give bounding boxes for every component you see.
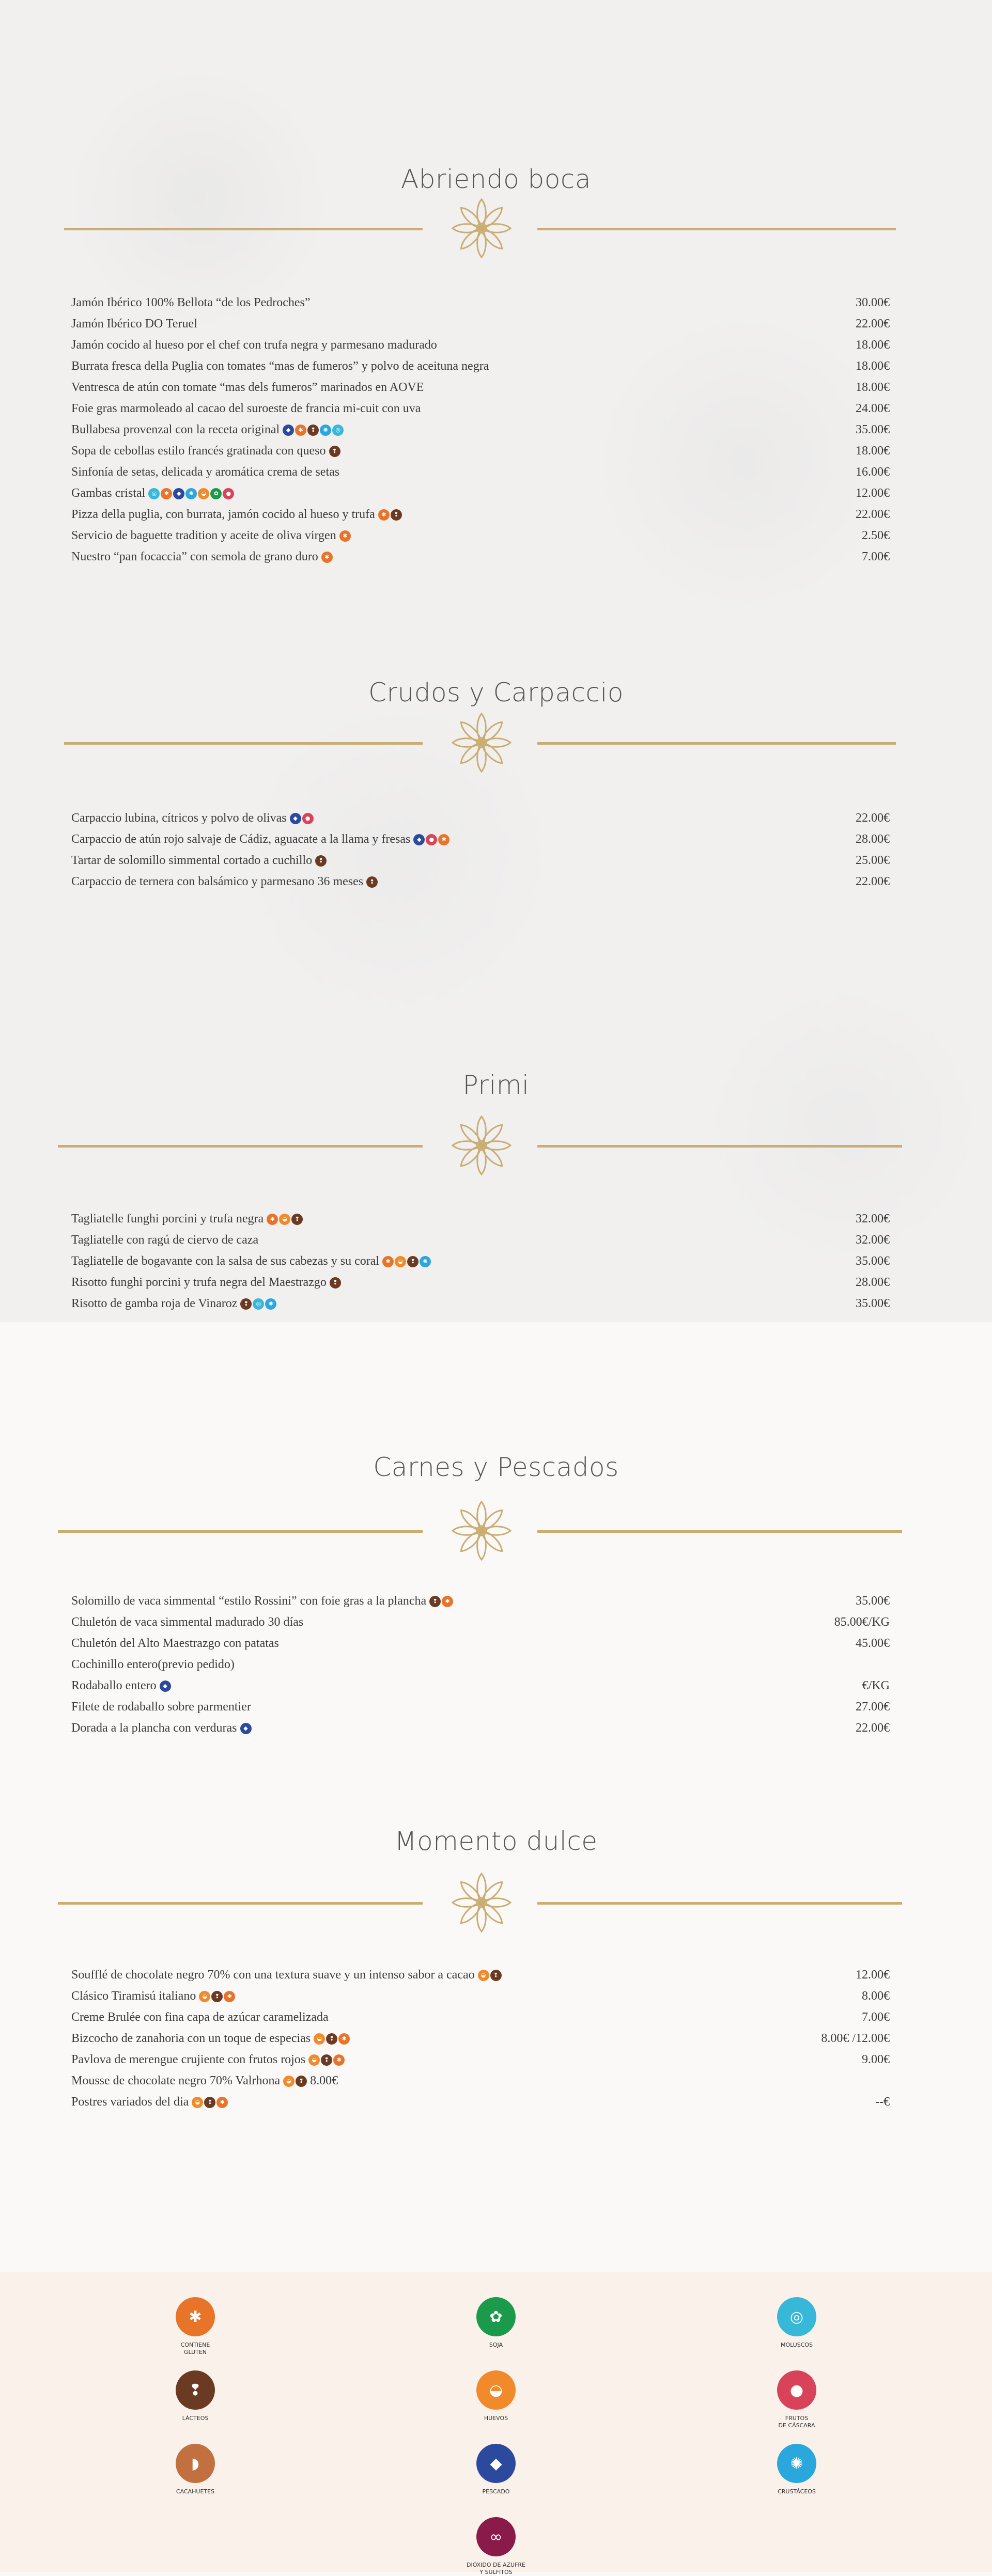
allergen-icons <box>377 509 402 521</box>
menu-item <box>71 483 890 504</box>
dish-name: Creme Brulée con fina capa de azúcar caramelizada <box>71 2010 329 2024</box>
ornamental-divider <box>0 1495 992 1567</box>
menu-item <box>71 2070 890 2092</box>
allergen-icons <box>239 1298 276 1310</box>
divider-line-right <box>537 228 896 230</box>
menu-item-name <box>71 1700 251 1714</box>
crab-icon: ✺ <box>420 1256 431 1267</box>
menu-item-price: 12.00€ <box>856 1968 890 1982</box>
milk-jug-icon: ❢ <box>211 1991 223 2002</box>
allergen-icons <box>329 1277 341 1289</box>
dish-name: Nuestro “pan focaccia” con semola de grano duro <box>71 550 318 563</box>
allergen-icons <box>289 813 314 824</box>
menu-item-price: 7.00€ <box>862 2010 890 2024</box>
milk-jug-icon: ❢ <box>240 1298 252 1310</box>
fish-icon: ◆ <box>413 834 425 845</box>
menu-item-price: 35.00€ <box>856 1297 890 1310</box>
menu-item-name <box>71 381 424 395</box>
legend-label: SOJA <box>489 2342 503 2348</box>
divider-line-left <box>58 1145 423 1148</box>
menu-item-price: 28.00€ <box>856 1276 890 1289</box>
menu-item-price: 22.00€ <box>856 317 890 331</box>
menu-item-name <box>71 811 314 825</box>
menu-item <box>71 1612 890 1633</box>
dish-name: Mousse de chocolate negro 70% Valrhona <box>71 2074 281 2087</box>
divider-line-right <box>537 1145 902 1148</box>
flower-emblem-icon <box>445 1495 518 1567</box>
allergen-icons <box>314 855 327 867</box>
dish-name: Jamón Ibérico DO Teruel <box>71 317 197 331</box>
egg-icon: ◒ <box>476 2370 516 2410</box>
menu-item-name <box>71 2095 228 2109</box>
legend-item-crustaceos <box>745 2444 848 2495</box>
wheat-icon: ✱ <box>161 488 172 499</box>
dish-name: Carpaccio lubina, cítricos y polvo de olivas <box>71 811 287 825</box>
menu-item <box>71 441 890 462</box>
menu-items <box>71 292 890 568</box>
menu-item-name <box>71 1658 235 1672</box>
ornamental-divider <box>0 192 992 264</box>
egg-icon: ◒ <box>192 2097 203 2108</box>
menu-item-price: 35.00€ <box>856 423 890 436</box>
wheat-icon: ✱ <box>224 1991 235 2002</box>
menu-item-price: 85.00€/KG <box>834 1615 890 1629</box>
dish-name: Bullabesa provenzal con la receta original <box>71 423 280 436</box>
flower-emblem-icon <box>445 1109 518 1182</box>
dish-name: Jamón Ibérico 100% Bellota “de los Pedroches” <box>71 296 311 309</box>
legend-label: CRUSTÁCEOS <box>778 2488 816 2495</box>
legend-item-gluten <box>144 2297 247 2356</box>
wheat-icon: ✱ <box>438 834 450 845</box>
menu-item-price: 30.00€ <box>856 296 890 309</box>
egg-icon: ◒ <box>283 2076 295 2087</box>
menu-item <box>71 1591 890 1612</box>
milk-jug-icon: ❢ <box>326 2033 337 2045</box>
dish-name: Clásico Tiramisú italiano <box>71 1989 196 2003</box>
dish-name: Servicio de baguette tradition y aceite de oliva virgen <box>71 529 336 542</box>
section-title: Primi <box>462 1070 530 1100</box>
legend-item-pescado <box>444 2444 548 2495</box>
menu-item <box>71 2007 890 2028</box>
allergen-icons <box>381 1256 431 1267</box>
menu-item <box>71 1718 890 1739</box>
dish-name: Tagliatelle funghi porcini y trufa negra <box>71 1212 264 1226</box>
allergen-icons <box>159 1680 171 1692</box>
menu-item <box>71 1675 890 1697</box>
wheat-icon: ✱ <box>321 552 333 563</box>
legend-item-cacahuetes <box>144 2444 247 2495</box>
flower-emblem-icon <box>445 192 518 264</box>
allergen-icons <box>282 425 344 436</box>
fish-icon: ◆ <box>283 425 294 436</box>
menu-item-price: 35.00€ <box>856 1594 890 1608</box>
section-title: Carnes y Pescados <box>373 1452 619 1482</box>
menu-item-name <box>71 338 437 352</box>
dish-name: Soufflé de chocolate negro 70% con una textura suave y un intenso sabor a cacao <box>71 1968 475 1982</box>
menu-item-price: --€ <box>875 2095 890 2109</box>
menu-item <box>71 335 890 356</box>
menu-items <box>71 1591 890 1739</box>
allergen-icons <box>477 1970 502 1981</box>
dish-name: Sopa de cebollas estilo francés gratinada con queso <box>71 444 326 458</box>
milk-jug-icon: ❢ <box>329 446 340 457</box>
nut-icon: ● <box>302 813 314 824</box>
allergen-icons <box>191 2097 228 2108</box>
divider-line-left <box>58 1902 423 1905</box>
menu-item <box>71 1965 890 1986</box>
ornamental-divider <box>0 706 992 779</box>
section-title: Momento dulce <box>394 1826 598 1856</box>
menu-item <box>71 2049 890 2070</box>
allergen-icons <box>338 530 351 542</box>
dish-name: Bizcocho de zanahoria con un toque de especias <box>71 2032 311 2045</box>
dish-name: Tagliatelle de bogavante con la salsa de sus cabezas y su coral <box>71 1254 380 1268</box>
menu-item-name <box>71 423 344 437</box>
fish-icon: ◆ <box>240 1723 252 1734</box>
dish-name: Filete de rodaballo sobre parmentier <box>71 1700 251 1714</box>
menu-item-price: 32.00€ <box>856 1212 890 1226</box>
crab-icon: ✺ <box>320 425 331 436</box>
legend-item-moluscos <box>745 2297 848 2349</box>
dish-name: Pavlova de merengue crujiente con frutos rojos <box>71 2053 306 2066</box>
milk-jug-icon: ❢ <box>429 1596 441 1607</box>
egg-icon: ◒ <box>308 2054 320 2066</box>
allergen-icons <box>198 1991 235 2002</box>
allergen-icons <box>313 2033 350 2045</box>
menu-item <box>71 377 890 398</box>
menu-item-name <box>71 550 333 564</box>
menu-item-price: 22.00€ <box>856 811 890 825</box>
menu-item-price: 22.00€ <box>856 1721 890 1735</box>
shell-icon: ◎ <box>148 488 160 499</box>
shell-icon: ◎ <box>253 1298 264 1310</box>
dish-name: Ventresca de atún con tomate “mas dels fumeros” marinados en AOVE <box>71 381 424 394</box>
dish-name: Risotto de gamba roja de Vinaroz <box>71 1297 238 1310</box>
legend-item-soja <box>444 2297 548 2349</box>
egg-icon: ◒ <box>198 488 209 499</box>
section-title: Abriendo boca <box>400 164 592 194</box>
egg-icon: ◒ <box>279 1214 290 1225</box>
divider-line-right <box>537 1530 902 1533</box>
menu-item-price: 9.00€ <box>862 2053 890 2066</box>
legend-label: MOLUSCOS <box>780 2342 813 2348</box>
nut-icon: ● <box>223 488 234 499</box>
milk-jug-icon: ❢ <box>330 1277 341 1289</box>
peanut-icon: ◗ <box>176 2444 215 2483</box>
milk-jug-icon: ❢ <box>296 2076 307 2087</box>
menu-item <box>71 546 890 568</box>
menu-item-name <box>71 486 234 500</box>
dish-name: Cochinillo entero(previo pedido) <box>71 1658 235 1671</box>
menu-item-price: 24.00€ <box>856 402 890 415</box>
menu-item <box>71 292 890 313</box>
milk-jug-icon: ❢ <box>407 1256 419 1267</box>
menu-item-name <box>71 1594 453 1608</box>
fish-icon: ◆ <box>160 1680 171 1692</box>
nut-icon: ● <box>777 2370 816 2410</box>
menu-item-price: 7.00€ <box>862 550 890 563</box>
ornamental-divider <box>0 1109 992 1182</box>
dish-name: Chuletón de vaca simmental madurado 30 días <box>71 1615 304 1629</box>
legend-item-lacteos <box>144 2370 247 2422</box>
menu-item-name <box>71 444 340 458</box>
menu-item <box>71 850 890 871</box>
crab-icon: ✺ <box>265 1298 276 1310</box>
menu-item-price: 22.00€ <box>856 508 890 521</box>
dish-name: Pizza della puglia, con burrata, jamón cocido al hueso y trufa <box>71 508 375 521</box>
legend-label: DIÓXIDO DE AZUFRE Y SULFITOS <box>466 2562 526 2575</box>
divider-line-left <box>64 742 423 745</box>
menu-item-name <box>71 1233 258 1247</box>
menu-item <box>71 871 890 892</box>
milk-jug-icon: ❢ <box>366 876 378 888</box>
legend-item-huevos <box>444 2370 548 2422</box>
menu-item-name <box>71 2032 350 2046</box>
menu-items <box>71 808 890 892</box>
allergen-icons <box>412 834 450 845</box>
menu-item-name <box>71 465 339 479</box>
legend-label: FRUTOS DE CÁSCARA <box>778 2415 815 2429</box>
menu-item-name <box>71 1968 502 1982</box>
menu-item <box>71 356 890 377</box>
menu-item <box>71 1272 890 1293</box>
menu-item-price: 12.00€ <box>856 486 890 500</box>
menu-item-name <box>71 1297 276 1311</box>
legend-item-frutos_cascara <box>745 2370 848 2429</box>
menu-item-price: 18.00€ <box>856 381 890 394</box>
menu-item <box>71 313 890 335</box>
menu-item <box>71 1654 890 1675</box>
dish-name: Sinfonía de setas, delicada y aromática crema de setas <box>71 465 340 479</box>
menu-item-name <box>71 1615 303 1629</box>
wheat-icon: ✱ <box>295 425 306 436</box>
milk-jug-icon: ❢ <box>307 425 319 436</box>
wheat-icon: ✱ <box>378 509 390 521</box>
nut-icon: ● <box>426 834 437 845</box>
menu-item-price: 2.50€ <box>862 529 890 542</box>
dish-name: Carpaccio de atún rojo salvaje de Cádiz, aguacate a la llama y fresas <box>71 833 411 846</box>
divider-line-left <box>58 1530 423 1533</box>
menu-item <box>71 1230 890 1251</box>
wheat-icon: ✱ <box>333 2054 345 2066</box>
divider-line-right <box>537 742 896 745</box>
menu-item <box>71 1251 890 1272</box>
milk-jug-icon: ❢ <box>291 1214 303 1225</box>
menu-item-name <box>71 1721 252 1735</box>
flower-emblem-icon <box>445 706 518 779</box>
fish-icon: ◆ <box>173 488 184 499</box>
menu-item-price: €/KG <box>862 1679 890 1692</box>
dish-name: Solomillo de vaca simmental “estilo Rossini” con foie gras a la plancha <box>71 1594 427 1608</box>
ornamental-divider <box>0 1866 992 1939</box>
menu-item-name <box>71 875 378 889</box>
menu-item-name <box>71 1212 303 1226</box>
menu-item <box>71 1986 890 2007</box>
menu-item <box>71 462 890 483</box>
menu-item <box>71 2092 890 2113</box>
legend-label: HUEVOS <box>484 2415 508 2422</box>
menu-item <box>71 419 890 441</box>
legend-label: LÁCTEOS <box>182 2415 209 2422</box>
shell-icon: ◎ <box>332 425 344 436</box>
wheat-icon: ✱ <box>442 1596 453 1607</box>
allergen-icons <box>328 446 340 457</box>
menu-item-name <box>71 2010 329 2024</box>
menu-item <box>71 1293 890 1314</box>
menu-item-price: 35.00€ <box>856 1254 890 1268</box>
menu-item <box>71 504 890 525</box>
menu-item-name <box>71 1276 341 1290</box>
dish-name: Jamón cocido al hueso por el chef con trufa negra y parmesano madurado <box>71 338 437 352</box>
menu-item-price: 27.00€ <box>856 1700 890 1714</box>
menu-item-name <box>71 2074 338 2088</box>
milk-jug-icon: ❢ <box>315 855 327 867</box>
wheat-icon: ✱ <box>267 1214 278 1225</box>
menu-item <box>71 829 890 850</box>
menu-items <box>71 1965 890 2113</box>
allergen-icons <box>147 488 234 499</box>
dish-name: Tartar de solomillo simmental cortado a cuchillo <box>71 854 313 867</box>
menu-item <box>71 525 890 546</box>
menu-item <box>71 808 890 829</box>
wheat-icon: ✱ <box>382 1256 394 1267</box>
soy-icon: ✿ <box>476 2297 516 2336</box>
dish-name: Chuletón del Alto Maestrazgo con patatas <box>71 1637 279 1650</box>
menu-item-name <box>71 854 327 868</box>
menu-item <box>71 2028 890 2049</box>
wheat-icon: ✱ <box>339 530 351 542</box>
menu-item-price: 18.00€ <box>856 444 890 458</box>
allergen-icons <box>320 552 333 563</box>
menu-item <box>71 1208 890 1230</box>
milk-jug-icon: ❢ <box>176 2370 215 2410</box>
wheat-icon: ✱ <box>216 2097 228 2108</box>
egg-icon: ◒ <box>395 1256 406 1267</box>
allergen-icons <box>266 1214 303 1225</box>
menu-item-price: 45.00€ <box>856 1637 890 1650</box>
legend-label: CACAHUETES <box>176 2488 215 2495</box>
divider-line-left <box>64 228 423 230</box>
legend-item-sulfitos <box>444 2517 548 2576</box>
divider-line-right <box>537 1902 902 1905</box>
menu-item-name <box>71 1637 279 1651</box>
milk-jug-icon: ❢ <box>204 2097 215 2108</box>
dish-name: Dorada a la plancha con verduras <box>71 1721 237 1735</box>
menu-item-price: 25.00€ <box>856 854 890 867</box>
dish-name: Burrata fresca della Puglia con tomates “mas de fumeros” y polvo de aceituna negra <box>71 359 489 373</box>
menu-item-name <box>71 508 402 522</box>
menu-item-price: 8.00€ <box>310 2074 338 2087</box>
wheat-icon: ✱ <box>338 2033 350 2045</box>
menu-item-name <box>71 1989 235 2003</box>
section-title: Crudos y Carpaccio <box>368 678 624 708</box>
menu-item <box>71 1697 890 1718</box>
menu-item-name <box>71 2053 345 2067</box>
allergen-icons <box>282 2076 307 2087</box>
shell-icon: ◎ <box>777 2297 816 2336</box>
fish-icon: ◆ <box>290 813 301 824</box>
menu-item-price: 8.00€ <box>862 1989 890 2003</box>
flower-emblem-icon <box>445 1866 518 1939</box>
allergen-icons <box>365 876 378 888</box>
soy-icon: ✿ <box>210 488 222 499</box>
allergen-icons <box>428 1596 453 1607</box>
egg-icon: ◒ <box>199 1991 210 2002</box>
menu-item-name <box>71 1679 171 1693</box>
menu-item-price: 32.00€ <box>856 1233 890 1247</box>
allergen-icons <box>307 2054 345 2066</box>
allergen-legend <box>0 2272 992 2575</box>
menu-item-name <box>71 317 197 331</box>
egg-icon: ◒ <box>314 2033 325 2045</box>
menu-item-name <box>71 359 489 373</box>
menu-item-name <box>71 1254 431 1268</box>
menu-item <box>71 1633 890 1654</box>
menu-item-price: 8.00€ /12.00€ <box>821 2032 890 2045</box>
menu-item-price: 28.00€ <box>856 833 890 846</box>
menu-item-name <box>71 296 311 310</box>
dish-name: Carpaccio de ternera con balsámico y parmesano 36 meses <box>71 875 364 888</box>
sulphite-icon: ∞ <box>476 2517 516 2556</box>
dish-name: Gambas cristal <box>71 486 146 500</box>
legend-label: CONTIENE GLUTEN <box>180 2342 210 2355</box>
menu-items <box>71 1208 890 1314</box>
egg-icon: ◒ <box>478 1970 489 1981</box>
menu-item <box>71 398 890 419</box>
milk-jug-icon: ❢ <box>490 1970 502 1981</box>
dish-name: Risotto funghi porcini y trufa negra del Maestrazgo <box>71 1276 327 1289</box>
milk-jug-icon: ❢ <box>391 509 402 521</box>
dish-name: Postres variados del dia <box>71 2095 189 2109</box>
dish-name: Foie gras marmoleado al cacao del suroeste de francia mi-cuit con uva <box>71 402 421 415</box>
menu-item-name <box>71 833 450 846</box>
fish-icon: ◆ <box>476 2444 516 2483</box>
menu-item-price: 18.00€ <box>856 338 890 352</box>
legend-label: PESCADO <box>482 2488 510 2495</box>
menu-item-price: 18.00€ <box>856 359 890 373</box>
menu-item-name <box>71 402 421 416</box>
milk-jug-icon: ❢ <box>321 2054 332 2066</box>
menu-item-name <box>71 529 351 543</box>
dish-name: Tagliatelle con ragú de ciervo de caza <box>71 1233 259 1247</box>
wheat-icon: ✱ <box>176 2297 215 2336</box>
crab-icon: ✺ <box>777 2444 816 2483</box>
allergen-icons <box>239 1723 252 1734</box>
menu-item-price: 16.00€ <box>856 465 890 479</box>
menu-item-price: 22.00€ <box>856 875 890 888</box>
dish-name: Rodaballo entero <box>71 1679 157 1692</box>
crab-icon: ✺ <box>185 488 197 499</box>
